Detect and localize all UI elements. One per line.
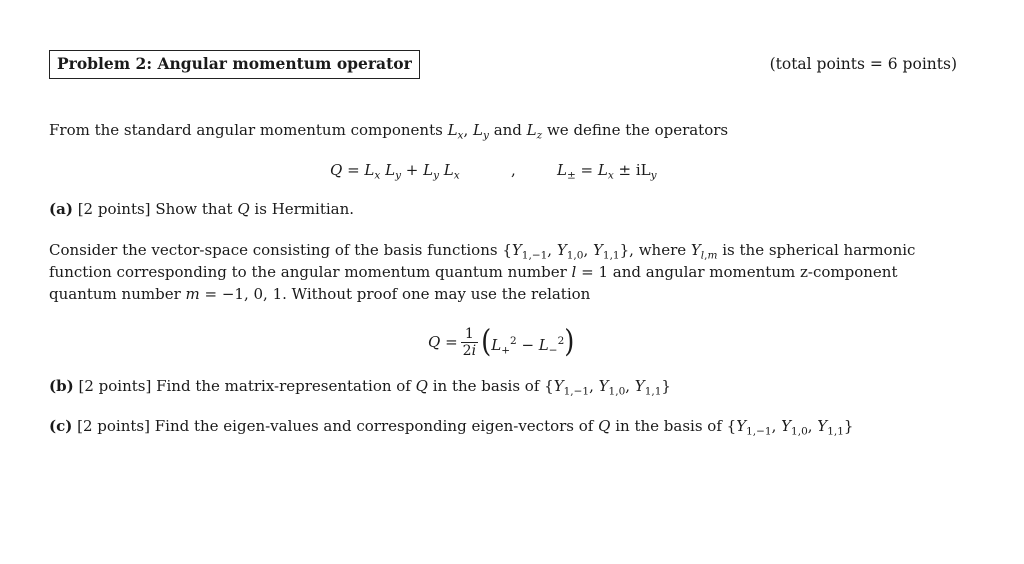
part-c-label: (c) bbox=[49, 417, 73, 435]
context-paragraph bbox=[49, 239, 957, 305]
ladder-definition: $L_\pm = L_x \pm iL_y$ bbox=[557, 161, 657, 182]
relation-rhs: $(L_+^2 - L_-^2)$ bbox=[481, 324, 575, 360]
part-a-label: (a) bbox=[49, 200, 73, 218]
part-a-points: [2 points] bbox=[77, 200, 151, 218]
equation-separator: , bbox=[511, 161, 516, 179]
part-b-points: [2 points] bbox=[78, 377, 152, 395]
q-definition: $Q = L_x$ $L_y + L_y$ $L_x$ bbox=[330, 161, 460, 182]
part-c bbox=[49, 415, 957, 437]
relation-fraction bbox=[461, 326, 478, 359]
part-b-label: (b) bbox=[49, 377, 74, 395]
part-b bbox=[49, 375, 957, 397]
part-a-text: Show that Q is Hermitian. bbox=[155, 200, 355, 218]
problem-title: Problem 2: Angular momentum operator bbox=[49, 50, 420, 79]
fraction-numerator: 1 bbox=[464, 325, 474, 342]
part-a bbox=[49, 198, 957, 220]
part-c-text: Find the eigen-values and corresponding eigen-vectors of Q in the basis of {$Y_{1,-1}$, $Y_{1,0}$, $Y_{1,1}$} bbox=[154, 417, 854, 438]
total-points: (total points = 6 points) bbox=[769, 55, 957, 73]
part-b-text: Find the matrix-representation of Q in the basis of {$Y_{1,-1}$, $Y_{1,0}$, $Y_{1,1}$} bbox=[156, 377, 671, 398]
part-c-points: [2 points] bbox=[77, 417, 150, 435]
intro-text: From the standard angular momentum components $L_x$, $L_y$ and $L_z$ we define the operators bbox=[49, 121, 729, 142]
q-relation-equation bbox=[428, 320, 574, 364]
relation-lhs: Q = bbox=[428, 333, 458, 351]
context-line-3: quantum number m = −1, 0, 1. Without proof one may use the relation bbox=[49, 285, 591, 303]
fraction-denominator: 2i bbox=[462, 342, 477, 359]
context-line-1: Consider the vector-space consisting of the basis functions {$Y_{1,-1}$, $Y_{1,0}$, $Y_{1,1}$}, where $Y_{l,m}$ is the spherical harmonic bbox=[49, 241, 916, 262]
intro-paragraph bbox=[49, 119, 957, 141]
context-line-2: function corresponding to the angular momentum quantum number l = 1 and angular momentum z-component bbox=[49, 263, 898, 281]
